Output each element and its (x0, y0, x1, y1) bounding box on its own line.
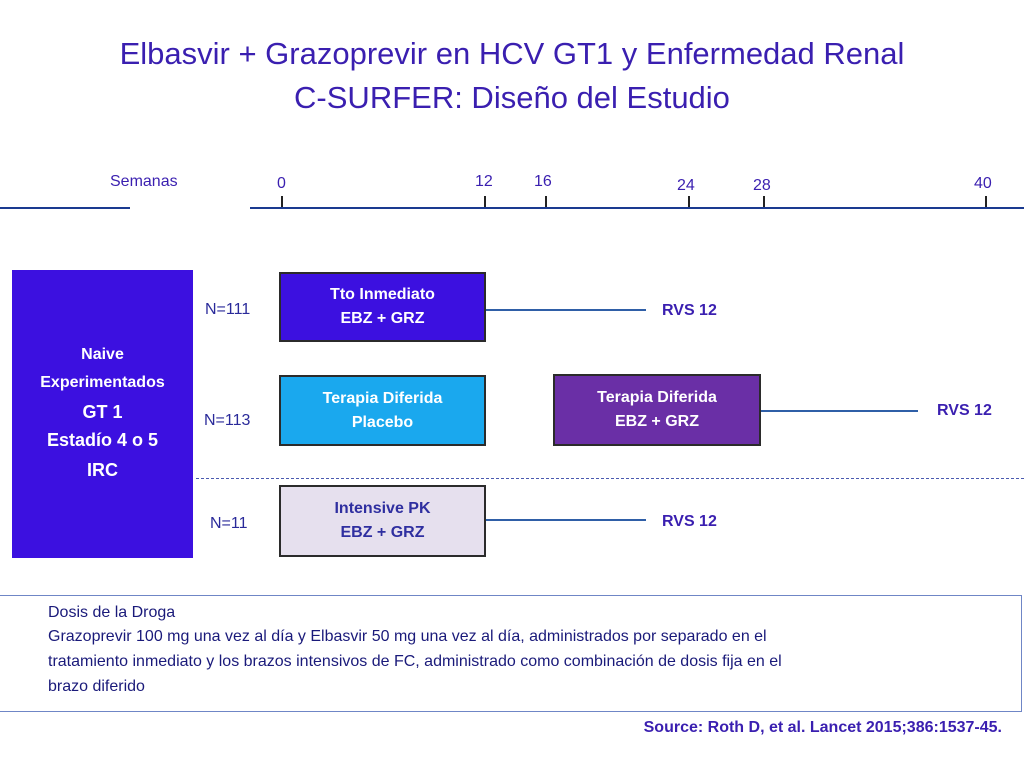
intensive-box-line-2: EBZ + GRZ (340, 524, 425, 541)
immediate-treatment-box (279, 272, 486, 342)
deferred-outcome-label: RVS 12 (937, 402, 992, 419)
population-line-2: Experimentados (40, 374, 165, 391)
week-0-label: 0 (277, 175, 286, 192)
placebo-box-line-2: Placebo (351, 413, 414, 431)
deferred-n-label: N=113 (204, 412, 251, 429)
page-title: Elbasvir + Grazoprevir en HCV GT1 y Enfermedad Renal (119, 36, 905, 71)
intensive-n-label: N=11 (210, 515, 248, 532)
dosing-text-line-3: brazo diferido (48, 678, 145, 695)
population-line-3: GT 1 (82, 402, 123, 422)
dosing-box (0, 595, 1022, 712)
dosing-text-line-1: Grazoprevir 100 mg una vez al día y Elbasvir 50 mg una vez al día, administrados por separado en el (48, 628, 767, 645)
immediate-box-line-1: Tto Inmediato (330, 286, 435, 303)
deferred-active-box (553, 374, 761, 446)
intensive-followup-line (486, 519, 646, 521)
week-40-label: 40 (974, 175, 992, 192)
deferred-placebo-box (279, 375, 486, 446)
deferred-box-line-2: EBZ + GRZ (614, 413, 699, 430)
timeline-axis-left (0, 207, 130, 209)
population-line-5: IRC (87, 460, 118, 480)
week-24-label: 24 (677, 177, 695, 194)
dosing-heading: Dosis de la Droga (48, 604, 176, 621)
deferred-box-line-1: Terapia Diferida (597, 389, 717, 406)
deferred-followup-line (761, 410, 918, 412)
week-28-label: 28 (753, 177, 771, 194)
immediate-n-label: N=111 (205, 301, 251, 318)
week-16-label: 16 (534, 173, 552, 190)
dosing-text-line-2: tratamiento inmediato y los brazos intensivos de FC, administrado como combinación de dosis fija en el (48, 653, 782, 670)
intensive-box-line-1: Intensive PK (334, 500, 431, 517)
immediate-box-line-2: EBZ + GRZ (340, 310, 425, 327)
page-subtitle: C-SURFER: Diseño del Estudio (294, 80, 730, 115)
week-12-label: 12 (475, 173, 493, 190)
weeks-label: Semanas (110, 173, 178, 190)
population-line-4: Estadío 4 o 5 (46, 430, 159, 450)
population-line-1: Naive (81, 346, 124, 363)
arm-separator (196, 478, 1024, 479)
timeline-axis (250, 207, 1024, 209)
intensive-pk-box (279, 485, 486, 557)
immediate-outcome-label: RVS 12 (662, 302, 717, 319)
intensive-outcome-label: RVS 12 (662, 513, 717, 530)
source-citation: Source: Roth D, et al. Lancet 2015;386:1537-45. (643, 719, 1002, 736)
immediate-followup-line (486, 309, 646, 311)
population-box (12, 270, 193, 558)
placebo-box-line-1: Terapia Diferida (322, 389, 443, 407)
